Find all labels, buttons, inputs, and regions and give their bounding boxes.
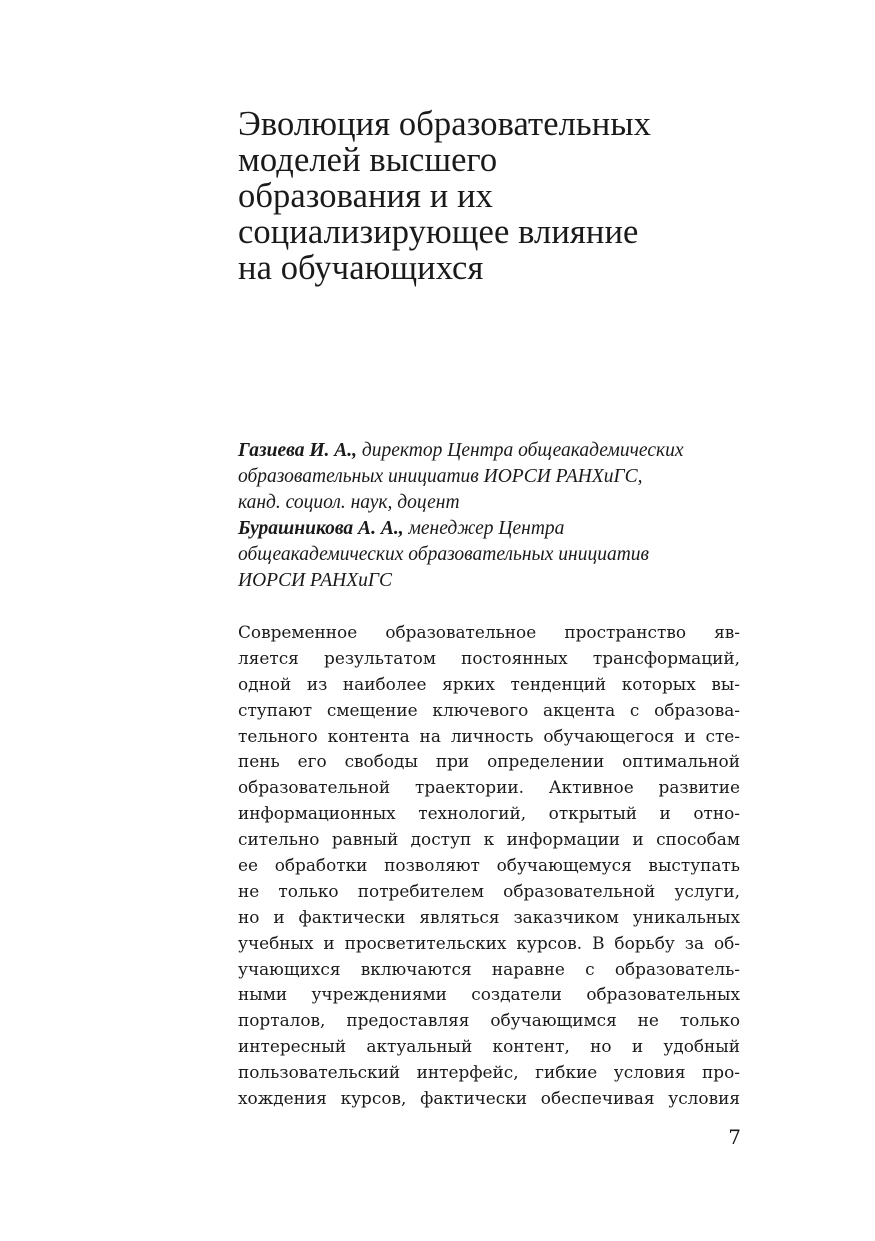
title-line: на обучающихся <box>238 249 484 287</box>
author-line: канд. социол. наук, доцент <box>238 492 460 513</box>
author-line: общеакадемических образовательных инициатив <box>238 544 650 565</box>
author-block <box>238 438 758 594</box>
body-line: интересный актуальный контент, но и удобный <box>238 1036 740 1057</box>
body-line: учающихся включаются наравне с образователь- <box>238 958 740 979</box>
author-line <box>238 438 758 464</box>
body-line: информационных технологий, открытый и отно- <box>238 803 740 824</box>
body-line: учебных и просветительских курсов. В борьбу за об- <box>238 932 740 953</box>
body-line: тельного контента на личность обучающегося и сте- <box>238 725 740 746</box>
author-line <box>238 516 758 542</box>
title-line: моделей высшего <box>238 141 498 179</box>
body-line: ступают смещение ключевого акцента с образова- <box>238 699 740 720</box>
author-line: ИОРСИ РАНХиГС <box>238 570 392 591</box>
title-line: социализирующее влияние <box>238 213 639 251</box>
body-line: сительно равный доступ к информации и способам <box>238 829 740 850</box>
body-line: одной из наиболее ярких тенденций которых вы- <box>238 673 740 694</box>
body-line: пень его свободы при определении оптимальной <box>238 751 740 772</box>
author-description: менеджер Центра <box>403 518 565 539</box>
body-text <box>238 620 740 1112</box>
author-description: директор Центра общеакадемических <box>357 440 684 461</box>
author-name: Бурашникова А. А., <box>238 518 404 539</box>
body-line: образовательной траектории. Активное развитие <box>238 777 740 798</box>
page-number: 7 <box>728 1125 741 1149</box>
body-line: Современное образовательное пространство яв- <box>238 622 740 642</box>
body-line: ее обработки позволяют обучающемуся выступать <box>238 855 740 876</box>
body-line: пользовательский интерфейс, гибкие условия про- <box>238 1062 740 1083</box>
body-line: хождения курсов, фактически обеспечивая условия <box>238 1088 740 1109</box>
title-line: образования и их <box>238 177 494 215</box>
body-line: ными учреждениями создатели образовательных <box>238 984 740 1005</box>
author-name: Газиева И. А., <box>238 440 358 461</box>
body-line: не только потребителем образовательной услуги, <box>238 880 740 901</box>
chapter-title <box>238 106 758 286</box>
title-line: Эволюция образовательных <box>238 105 651 143</box>
body-line: но и фактически являться заказчиком уникальных <box>238 906 740 927</box>
body-line: ляется результатом постоянных трансформаций, <box>238 647 740 668</box>
body-line: порталов, предоставляя обучающимся не только <box>238 1010 740 1031</box>
author-line: образовательных инициатив ИОРСИ РАНХиГС, <box>238 466 643 487</box>
